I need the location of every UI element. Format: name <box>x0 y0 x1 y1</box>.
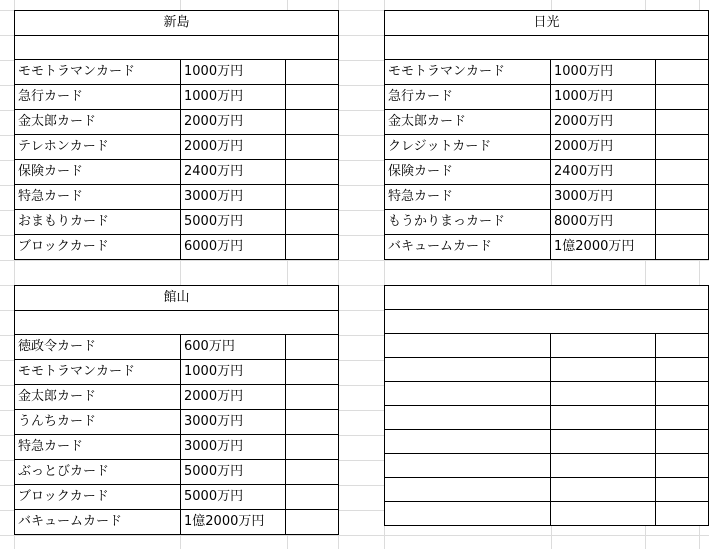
extra-cell[interactable] <box>286 135 339 160</box>
card-name-cell[interactable]: 金太郎カード <box>385 110 551 135</box>
blank-row[interactable] <box>385 310 709 334</box>
card-name-cell[interactable]: 金太郎カード <box>15 385 181 410</box>
price-cell[interactable] <box>551 358 656 382</box>
table-row <box>15 85 339 110</box>
card-name-cell[interactable]: もうかりまっカード <box>385 210 551 235</box>
card-name-cell[interactable]: モモトラマンカード <box>15 60 181 85</box>
price-cell[interactable]: 2400万円 <box>181 160 286 185</box>
table-row <box>385 382 709 406</box>
price-cell[interactable]: 1000万円 <box>181 85 286 110</box>
table-row <box>385 185 709 210</box>
extra-cell[interactable] <box>656 135 709 160</box>
table-row <box>15 335 339 360</box>
price-cell[interactable]: 2000万円 <box>181 135 286 160</box>
table-row <box>15 360 339 385</box>
table-row <box>385 135 709 160</box>
extra-cell[interactable] <box>656 358 709 382</box>
table-row <box>15 110 339 135</box>
table-row <box>15 485 339 510</box>
card-name-cell[interactable]: 特急カード <box>15 435 181 460</box>
extra-cell[interactable] <box>656 454 709 478</box>
card-name-cell[interactable]: 特急カード <box>385 185 551 210</box>
card-name-cell[interactable]: うんちカード <box>15 410 181 435</box>
extra-cell[interactable] <box>656 430 709 454</box>
extra-cell[interactable] <box>286 60 339 85</box>
card-name-cell[interactable]: 金太郎カード <box>15 110 181 135</box>
station-table-nikko <box>384 10 709 260</box>
card-name-cell[interactable]: 徳政令カード <box>15 335 181 360</box>
price-cell[interactable] <box>551 478 656 502</box>
card-name-cell[interactable]: 保険カード <box>15 160 181 185</box>
extra-cell[interactable] <box>656 110 709 135</box>
extra-cell[interactable] <box>656 406 709 430</box>
price-cell[interactable] <box>551 454 656 478</box>
price-cell[interactable]: 8000万円 <box>551 210 656 235</box>
card-name-cell[interactable]: 急行カード <box>385 85 551 110</box>
price-cell[interactable]: 2000万円 <box>551 110 656 135</box>
table-row <box>385 454 709 478</box>
extra-cell[interactable] <box>286 85 339 110</box>
table-row <box>385 110 709 135</box>
extra-cell[interactable] <box>656 210 709 235</box>
table-row <box>15 385 339 410</box>
station-table-tateyama <box>14 285 339 535</box>
price-cell[interactable]: 3000万円 <box>181 185 286 210</box>
price-cell[interactable] <box>551 382 656 406</box>
blank-row[interactable] <box>15 36 339 60</box>
price-cell[interactable]: 5000万円 <box>181 485 286 510</box>
extra-cell[interactable] <box>286 360 339 385</box>
card-name-cell[interactable]: ブロックカード <box>15 485 181 510</box>
table-row <box>385 160 709 185</box>
station-title[interactable]: 館山 <box>15 286 339 311</box>
station-title[interactable] <box>385 286 709 310</box>
extra-cell[interactable] <box>656 85 709 110</box>
card-name-cell[interactable] <box>385 478 551 502</box>
blank-row[interactable] <box>385 36 709 60</box>
extra-cell[interactable] <box>656 235 709 260</box>
price-cell[interactable]: 5000万円 <box>181 210 286 235</box>
card-name-cell[interactable] <box>385 454 551 478</box>
station-title[interactable]: 日光 <box>385 11 709 36</box>
station-title[interactable]: 新島 <box>15 11 339 36</box>
table-row <box>385 430 709 454</box>
card-name-cell[interactable]: ぶっとびカード <box>15 460 181 485</box>
table-row <box>15 60 339 85</box>
table-row <box>385 334 709 358</box>
extra-cell[interactable] <box>286 110 339 135</box>
price-cell[interactable] <box>551 406 656 430</box>
extra-cell[interactable] <box>286 210 339 235</box>
price-cell[interactable]: 1000万円 <box>551 85 656 110</box>
station-table-niijima <box>14 10 339 260</box>
extra-cell[interactable] <box>656 382 709 406</box>
table-row <box>385 210 709 235</box>
table-row <box>15 510 339 535</box>
price-cell[interactable]: 3000万円 <box>551 185 656 210</box>
card-name-cell[interactable]: バキュームカード <box>15 510 181 535</box>
price-cell[interactable]: 2000万円 <box>181 110 286 135</box>
price-cell[interactable]: 6000万円 <box>181 235 286 260</box>
table-row <box>385 502 709 526</box>
card-name-cell[interactable]: 特急カード <box>15 185 181 210</box>
card-name-cell[interactable] <box>385 502 551 526</box>
table-row <box>15 210 339 235</box>
card-name-cell[interactable]: ブロックカード <box>15 235 181 260</box>
table-row <box>15 460 339 485</box>
extra-cell[interactable] <box>286 510 339 535</box>
extra-cell[interactable] <box>286 410 339 435</box>
price-cell[interactable]: 2000万円 <box>181 385 286 410</box>
table-row <box>385 358 709 382</box>
price-cell[interactable] <box>551 502 656 526</box>
price-cell[interactable]: 1億2000万円 <box>181 510 286 535</box>
station-table-empty <box>384 285 709 526</box>
card-name-cell[interactable]: おまもりカード <box>15 210 181 235</box>
card-name-cell[interactable] <box>385 334 551 358</box>
extra-cell[interactable] <box>286 435 339 460</box>
card-name-cell[interactable]: 急行カード <box>15 85 181 110</box>
extra-cell[interactable] <box>656 160 709 185</box>
table-row <box>15 235 339 260</box>
table-row <box>15 435 339 460</box>
price-cell[interactable]: 3000万円 <box>181 435 286 460</box>
price-cell[interactable]: 5000万円 <box>181 460 286 485</box>
table-row <box>15 135 339 160</box>
extra-cell[interactable] <box>656 185 709 210</box>
table-row <box>15 410 339 435</box>
table-row <box>385 406 709 430</box>
card-name-cell[interactable]: クレジットカード <box>385 135 551 160</box>
table-row <box>15 185 339 210</box>
price-cell[interactable]: 1000万円 <box>181 60 286 85</box>
extra-cell[interactable] <box>286 485 339 510</box>
card-name-cell[interactable]: バキュームカード <box>385 235 551 260</box>
price-cell[interactable]: 2000万円 <box>551 135 656 160</box>
price-cell[interactable] <box>551 334 656 358</box>
price-cell[interactable] <box>551 430 656 454</box>
price-cell[interactable]: 600万円 <box>181 335 286 360</box>
extra-cell[interactable] <box>656 334 709 358</box>
extra-cell[interactable] <box>286 235 339 260</box>
card-name-cell[interactable]: モモトラマンカード <box>15 360 181 385</box>
price-cell[interactable]: 1000万円 <box>181 360 286 385</box>
price-cell[interactable]: 3000万円 <box>181 410 286 435</box>
price-cell[interactable]: 2400万円 <box>551 160 656 185</box>
card-name-cell[interactable]: テレホンカード <box>15 135 181 160</box>
extra-cell[interactable] <box>656 60 709 85</box>
extra-cell[interactable] <box>656 478 709 502</box>
table-row <box>15 160 339 185</box>
extra-cell[interactable] <box>286 385 339 410</box>
table-row <box>385 478 709 502</box>
card-name-cell[interactable]: 保険カード <box>385 160 551 185</box>
table-row <box>385 235 709 260</box>
extra-cell[interactable] <box>656 502 709 526</box>
price-cell[interactable]: 1億2000万円 <box>551 235 656 260</box>
card-name-cell[interactable] <box>385 382 551 406</box>
extra-cell[interactable] <box>286 185 339 210</box>
extra-cell[interactable] <box>286 460 339 485</box>
table-row <box>385 85 709 110</box>
blank-row[interactable] <box>15 311 339 335</box>
extra-cell[interactable] <box>286 160 339 185</box>
extra-cell[interactable] <box>286 335 339 360</box>
card-name-cell[interactable]: モモトラマンカード <box>385 60 551 85</box>
card-name-cell[interactable] <box>385 358 551 382</box>
table-row <box>385 60 709 85</box>
card-name-cell[interactable] <box>385 406 551 430</box>
card-name-cell[interactable] <box>385 430 551 454</box>
price-cell[interactable]: 1000万円 <box>551 60 656 85</box>
